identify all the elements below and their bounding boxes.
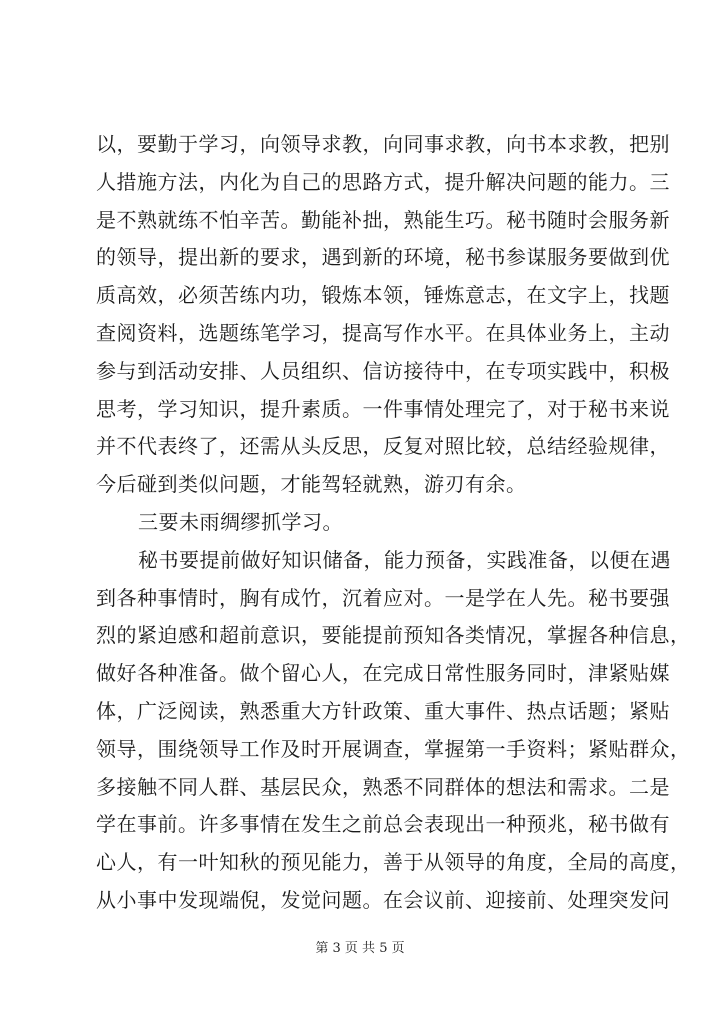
text-line: 从小事中发现端倪，发觉问题。在会议前、迎接前、处理突发问 (96, 887, 670, 912)
document-body (96, 126, 691, 920)
text-line: 人措施方法，内化为自己的思路方式，提升解决问题的能力。三 (96, 169, 670, 194)
text-line: 多接触不同人群、基层民众，熟悉不同群体的想法和需求。二是 (96, 774, 670, 799)
text-line: 学在事前。许多事情在发生之前总会表现出一种预兆，秘书做有 (96, 812, 670, 837)
text-line: 是不熟就练不怕辛苦。勤能补拙，熟能生巧。秘书随时会服务新 (96, 207, 670, 232)
text-line: 以，要勤于学习，向领导求教，向同事求教，向书本求教，把别 (96, 132, 670, 156)
text-line: 查阅资料，选题练笔学习，提高写作水平。在具体业务上，主动 (96, 320, 670, 345)
page-number-footer: 第 3 页 共 5 页 (315, 941, 405, 956)
text-line: 质高效，必须苦练内功，锻炼本领，锤炼意志，在文字上，找题 (96, 283, 670, 308)
text-line: 思考，学习知识，提升素质。一件事情处理完了，对于秘书来说 (96, 396, 670, 421)
text-line: 今后碰到类似问题，才能驾轻就熟，游刃有余。 (96, 472, 527, 497)
section-heading: 三要未雨绸缪抓学习。 (138, 509, 343, 534)
text-line: 心人，有一叶知秋的预见能力，善于从领导的角度，全局的高度， (96, 850, 691, 875)
text-line: 体，广泛阅读，熟悉重大方针政策、重大事件、热点话题；紧贴 (96, 698, 670, 723)
text-line: 的领导，提出新的要求，遇到新的环境，秘书参谋服务要做到优 (96, 245, 670, 270)
text-line: 参与到活动安排、人员组织、信访接待中，在专项实践中，积极 (96, 358, 670, 383)
text-line: 做好各种准备。做个留心人，在完成日常性服务同时，津紧贴媒 (96, 661, 670, 686)
text-line: 秘书要提前做好知识储备，能力预备，实践准备，以便在遇 (138, 547, 671, 572)
text-line: 并不代表终了，还需从头反思，反复对照比较，总结经验规律， (96, 434, 670, 459)
text-line: 领导，围绕领导工作及时开展调查，掌握第一手资料；紧贴群众， (96, 736, 691, 761)
text-line: 烈的紧迫感和超前意识，要能提前预知各类情况，掌握各种信息， (96, 623, 691, 648)
text-line: 到各种事情时，胸有成竹，沉着应对。一是学在人先。秘书要强 (96, 585, 670, 610)
